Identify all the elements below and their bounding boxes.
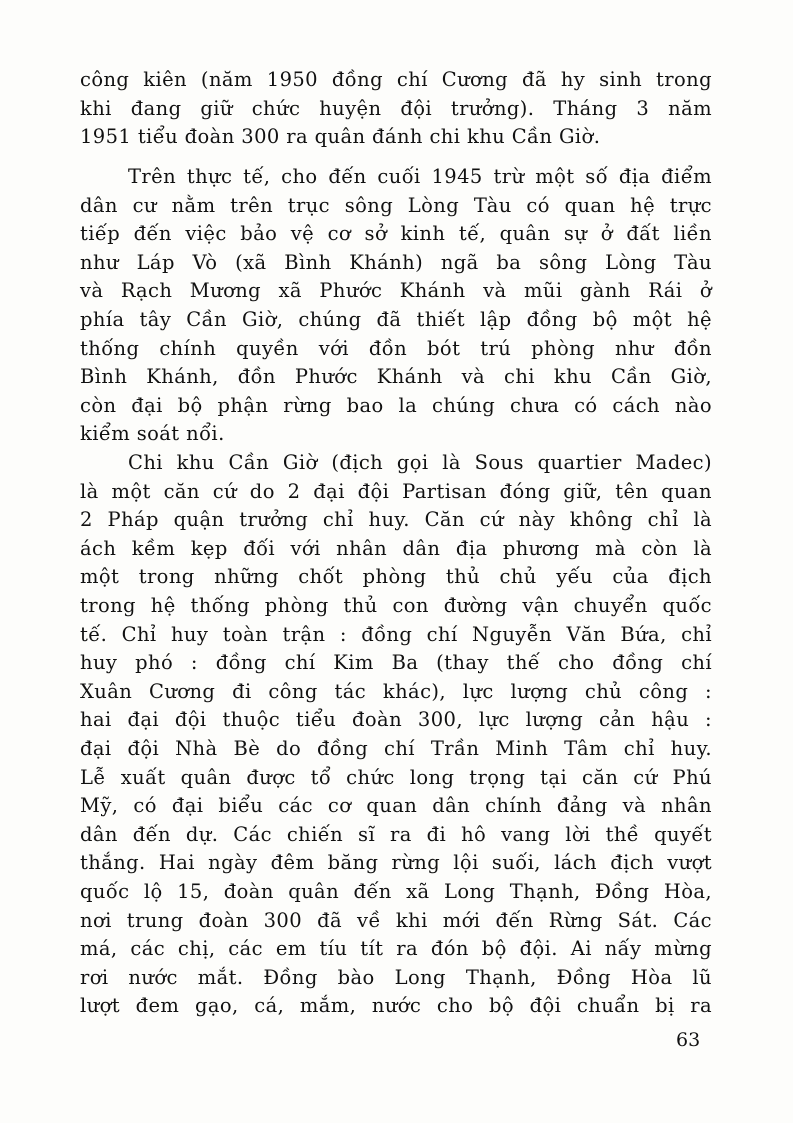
text-line: Lễ xuất quân được tổ chức long trọng tại căn cứ Phú: [80, 765, 712, 789]
text-line: như Láp Vò (xã Bình Khánh) ngã ba sông Lòng Tàu: [80, 250, 712, 274]
text-line: lượt đem gạo, cá, mắm, nước cho bộ đội chuẩn bị ra: [80, 994, 712, 1018]
text-line: và Rạch Mương xã Phước Khánh và mũi gành Rái ở: [80, 279, 712, 303]
text-line: đại đội Nhà Bè do đồng chí Trần Minh Tâm chỉ huy.: [80, 736, 712, 760]
text-line: công kiên (năm 1950 đồng chí Cương đã hy sinh trong: [80, 68, 712, 91]
text-line: 2 Pháp quận trưởng chỉ huy. Căn cứ này không chỉ là: [80, 508, 712, 532]
text-line: Chi khu Cần Giờ (địch gọi là Sous quartier Madec): [128, 451, 712, 474]
text-line: má, các chị, các em tíu tít ra đón bộ đội. Ai nấy mừng: [80, 937, 712, 961]
text-line: trong hệ thống phòng thủ con đường vận chuyển quốc: [80, 593, 712, 617]
text-line: nơi trung đoàn 300 đã về khi mới đến Rừng Sát. Các: [80, 908, 712, 932]
text-line: dân đến dự. Các chiến sĩ ra đi hô vang lời thề quyết: [80, 822, 712, 846]
text-line: kiểm soát nổi.: [80, 422, 225, 446]
text-line: rơi nước mắt. Đồng bào Long Thạnh, Đồng Hòa lũ: [80, 965, 712, 989]
text-line: phía tây Cần Giờ, chúng đã thiết lập đồng bộ một hệ: [80, 307, 712, 331]
text-line: Bình Khánh, đồn Phước Khánh và chi khu Cần Giờ,: [80, 365, 712, 389]
text-line: khi đang giữ chức huyện đội trưởng). Tháng 3 năm: [80, 96, 712, 120]
text-line: thống chính quyền với đồn bót trú phòng như đồn: [80, 336, 712, 360]
text-line: ách kềm kẹp đối với nhân dân địa phương mà còn là: [80, 536, 712, 560]
text-line: tế. Chỉ huy toàn trận : đồng chí Nguyễn Văn Bứa, chỉ: [80, 622, 712, 646]
paragraph-3: [80, 449, 712, 1021]
text-line: thắng. Hai ngày đêm băng rừng lội suối, lách địch vượt: [80, 851, 712, 875]
text-line: hai đại đội thuộc tiểu đoàn 300, lực lượng cản hậu :: [80, 708, 712, 732]
text-line: còn đại bộ phận rừng bao la chúng chưa có cách nào: [80, 393, 712, 417]
text-line: huy phó : đồng chí Kim Ba (thay thế cho đồng chí: [80, 651, 712, 675]
text-line: quốc lộ 15, đoàn quân đến xã Long Thạnh, Đồng Hòa,: [80, 879, 712, 903]
text-line: dân cư nằm trên trục sông Lòng Tàu có quan hệ trực: [80, 193, 712, 217]
page-number: 63: [676, 1029, 701, 1051]
text-line: 1951 tiểu đoàn 300 ra quân đánh chi khu Cần Giờ.: [80, 125, 601, 149]
text-line: Trên thực tế, cho đến cuối 1945 trừ một số địa điểm: [128, 165, 712, 188]
text-line: Mỹ, có đại biểu các cơ quan dân chính đảng và nhân: [80, 794, 712, 818]
paragraph-1: [80, 66, 712, 152]
text-line: một trong những chốt phòng thủ chủ yếu của địch: [80, 565, 712, 589]
text-line: tiếp đến việc bảo vệ cơ sở kinh tế, quân sự ở đất liền: [80, 222, 712, 246]
text-line: Xuân Cương đi công tác khác), lực lượng chủ công :: [80, 679, 712, 703]
paragraph-2: [80, 163, 712, 449]
text-line: là một căn cứ do 2 đại đội Partisan đóng giữ, tên quan: [80, 479, 712, 503]
